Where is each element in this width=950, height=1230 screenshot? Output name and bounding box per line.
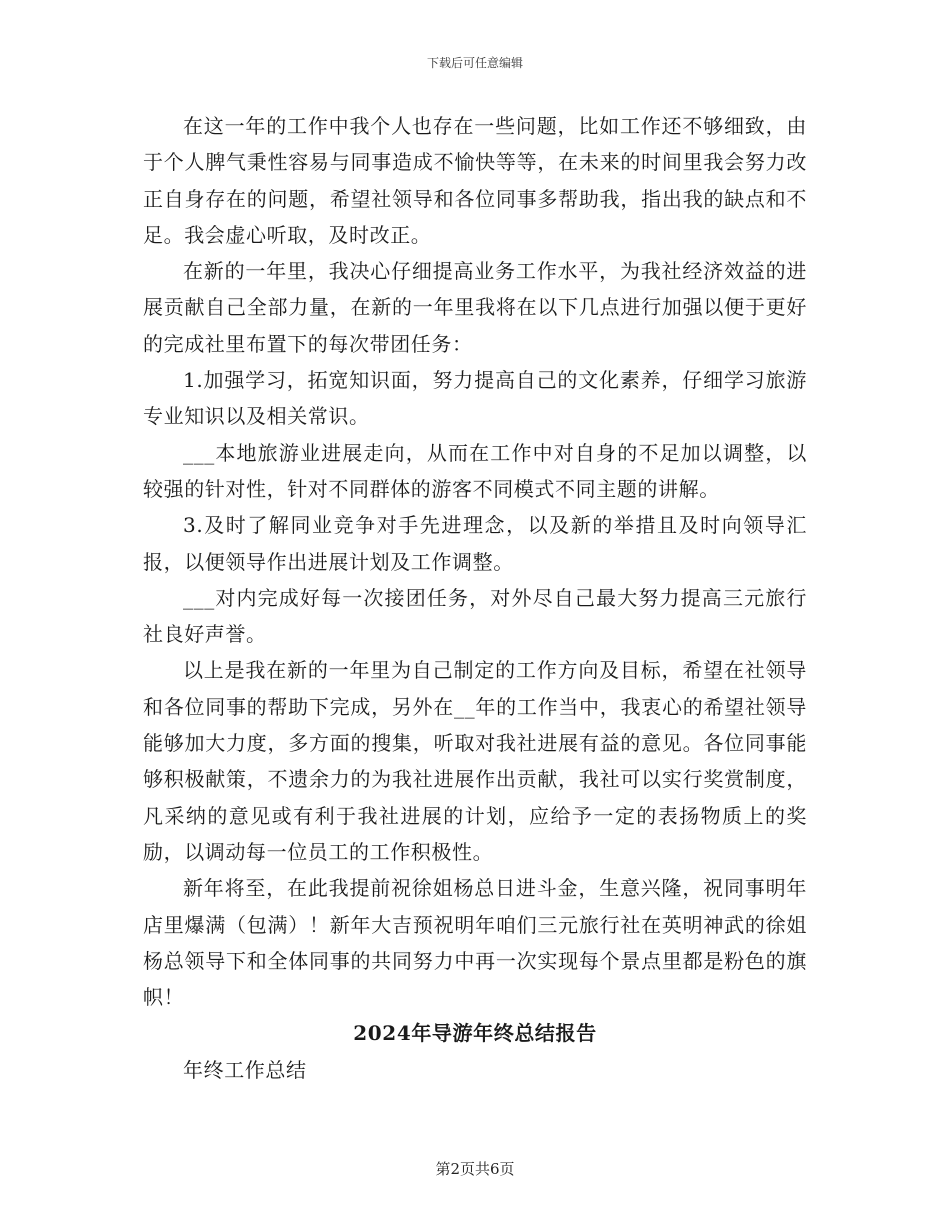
paragraph-item-2: ___本地旅游业进展走向，从而在工作中对自身的不足加以调整，以较强的针对性，针对不同群体的游客不同模式不同主题的讲解。 (143, 440, 807, 501)
section-title: 2024年导游年终总结报告 (353, 1021, 597, 1046)
section-first-line: 年终工作总结 (183, 1057, 307, 1082)
page-number: 第2页共6页 (435, 1160, 515, 1178)
paragraph-item-4: ___对内完成好每一次接团任务，对外尽自己最大努力提高三元旅行社良好声誉。 (143, 585, 807, 647)
page-header-note: 下载后可任意编辑 (426, 56, 523, 70)
paragraph-new-year-plan: 在新的一年里，我决心仔细提高业务工作水平，为我社经济效益的进展贡献自己全部力量，在新的一年里我将在以下几点进行加强以便于更好的完成社里布置下的每次带团任务： (143, 259, 807, 356)
document-body (143, 108, 807, 1088)
paragraph-item-1: 1.加强学习，拓宽知识面，努力提高自己的文化素养，仔细学习旅游专业知识以及相关常识。 (143, 368, 807, 429)
paragraph-item-3: 3.及时了解同业竞争对手先进理念，以及新的举措且及时向领导汇报，以便领导作出进展计划及工作调整。 (143, 513, 807, 574)
paragraph-goals: 以上是我在新的一年里为自己制定的工作方向及目标，希望在社领导和各位同事的帮助下完成，另外在__年的工作当中，我衷心的希望社领导能够加大力度，多方面的搜集，听取对我社进展有益的意见。各位同事能够积极献策，不遗余力的为我社进展作出贡献，我社可以实行奖赏制度，凡采纳的意见或有利于我社进展的计划，应给予一定的表扬物质上的奖励，以调动每一位员工的工作积极性。 (143, 658, 807, 864)
paragraph-new-year-wishes: 新年将至，在此我提前祝徐姐杨总日进斗金，生意兴隆，祝同事明年店里爆满（包满）！新年大吉预祝明年咱们三元旅行社在英明神武的徐姐杨总领导下和全体同事的共同努力中再一次实现每个景点里都是粉色的旗帜！ (143, 876, 807, 1010)
paragraph-self-assessment: 在这一年的工作中我个人也存在一些问题，比如工作还不够细致，由于个人脾气秉性容易与同事造成不愉快等等，在未来的时间里我会努力改正自身存在的问题，希望社领导和各位同事多帮助我，指出我的缺点和不足。我会虚心听取，及时改正。 (143, 114, 807, 247)
